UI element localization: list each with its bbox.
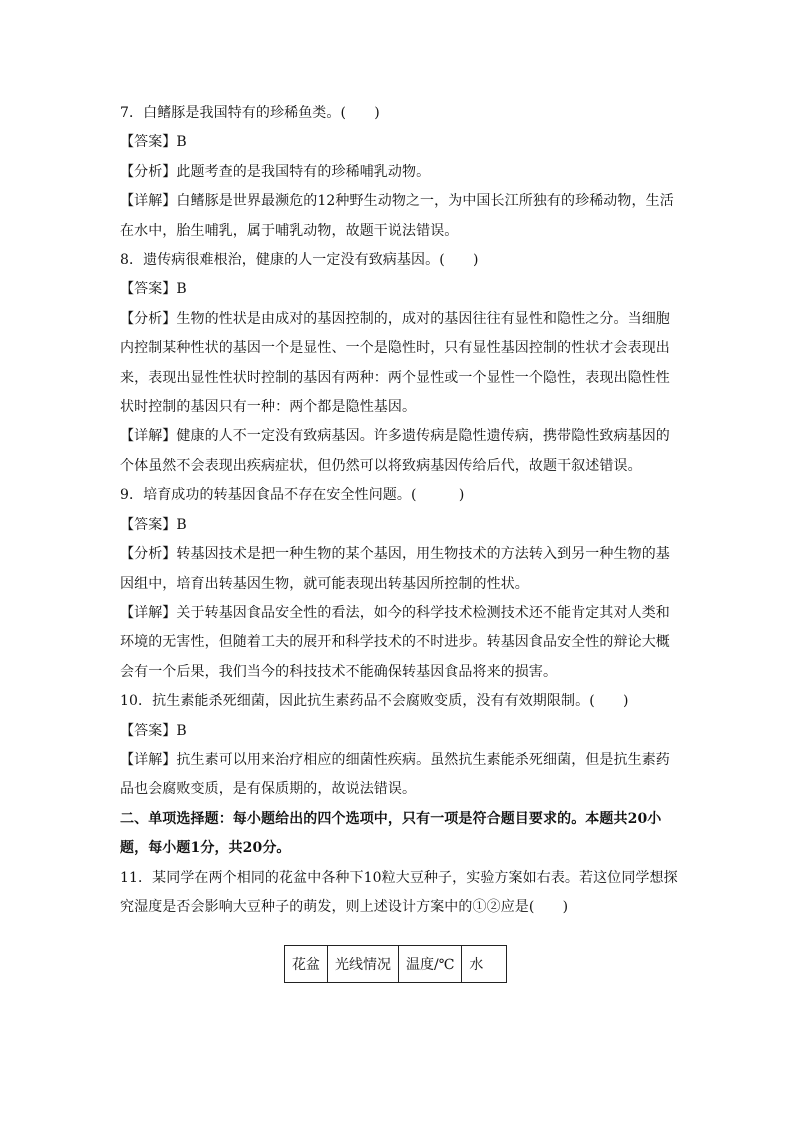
q10-answer: 【答案】B xyxy=(120,722,187,739)
section-heading-line-2: 题，每小题1分，共20分。 xyxy=(120,840,291,857)
q10-stem: 10．抗生素能杀死细菌，因此抗生素药品不会腐败变质，没有有效期限制。( ) xyxy=(120,693,629,710)
q7-answer: 【答案】B xyxy=(120,134,187,151)
q9-detail-line-3: 会有一个后果，我们当今的科技技术不能确保转基因食品将来的损害。 xyxy=(120,663,558,680)
q9-analysis-line-2: 因组中，培育出转基因生物，就可能表现出转基因所控制的性状。 xyxy=(120,575,529,592)
q8-analysis-line-4: 状时控制的基因只有一种：两个都是隐性基因。 xyxy=(120,399,417,416)
q9-detail-line-2: 环境的无害性，但随着工夫的展开和科学技术的不时进步。转基因食品安全性的辩论大概 xyxy=(120,634,670,651)
q9-detail-line-1: 【详解】关于转基因食品安全性的看法，如今的科学技术检测技术还不能肯定其对人类和 xyxy=(120,604,670,621)
q11-stem-line-1: 11．某同学在两个相同的花盆中各种下10粒大豆种子，实验方案如右表。若这位同学想探 xyxy=(120,869,678,886)
table-header-cell: 温度/℃ xyxy=(399,946,462,983)
q8-detail-line-2: 个体虽然不会表现出疾病症状，但仍然可以将致病基因传给后代，故题干叙述错误。 xyxy=(120,457,642,474)
q8-analysis-line-2: 内控制某种性状的基因一个是显性、一个是隐性时，只有显性基因控制的性状才会表现出 xyxy=(120,340,670,357)
table-header-cell: 花盆 xyxy=(285,946,328,983)
q7-detail-line-1: 【详解】白鳍豚是世界最濒危的12种野生动物之一，为中国长江所独有的珍稀动物，生活 xyxy=(120,193,674,210)
q11-stem-line-2: 究湿度是否会影响大豆种子的萌发，则上述设计方案中的①②应是( ) xyxy=(120,898,569,915)
q7-analysis: 【分析】此题考查的是我国特有的珍稀哺乳动物。 xyxy=(120,163,431,180)
experiment-table xyxy=(284,945,507,983)
q8-analysis-line-1: 【分析】生物的性状是由成对的基因控制的，成对的基因往往有显性和隐性之分。当细胞 xyxy=(120,310,670,327)
q7-stem: 7．白鳍豚是我国特有的珍稀鱼类。( ) xyxy=(120,105,380,121)
q9-answer: 【答案】B xyxy=(120,516,187,533)
q8-answer: 【答案】B xyxy=(120,281,187,298)
table-header-row xyxy=(285,946,507,983)
table-header-cell: 水 xyxy=(462,946,507,983)
q9-stem: 9．培育成功的转基因食品不存在安全性问题。( ) xyxy=(120,487,465,504)
q10-detail-line-1: 【详解】抗生素可以用来治疗相应的细菌性疾病。虽然抗生素能杀死细菌，但是抗生素药 xyxy=(120,751,670,768)
q10-detail-line-2: 品也会腐败变质，是有保质期的，故说法错误。 xyxy=(120,781,417,798)
q8-detail-line-1: 【详解】健康的人不一定没有致病基因。许多遗传病是隐性遗传病，携带隐性致病基因的 xyxy=(120,428,670,445)
table-header-cell: 光线情况 xyxy=(328,946,399,983)
q8-analysis-line-3: 来，表现出显性性状时控制的基因有两种：两个显性或一个显性一个隐性，表现出隐性性 xyxy=(120,369,670,386)
section-heading-line-1: 二、单项选择题：每小题给出的四个选项中，只有一项是符合题目要求的。本题共20小 xyxy=(120,810,662,827)
q7-detail-line-2: 在水中，胎生哺乳，属于哺乳动物，故题干说法错误。 xyxy=(120,222,459,239)
q9-analysis-line-1: 【分析】转基因技术是把一种生物的某个基因，用生物技术的方法转入到另一种生物的基 xyxy=(120,546,670,563)
q8-stem: 8．遗传病很难根治，健康的人一定没有致病基因。( ) xyxy=(120,252,479,269)
document-body xyxy=(120,99,680,922)
